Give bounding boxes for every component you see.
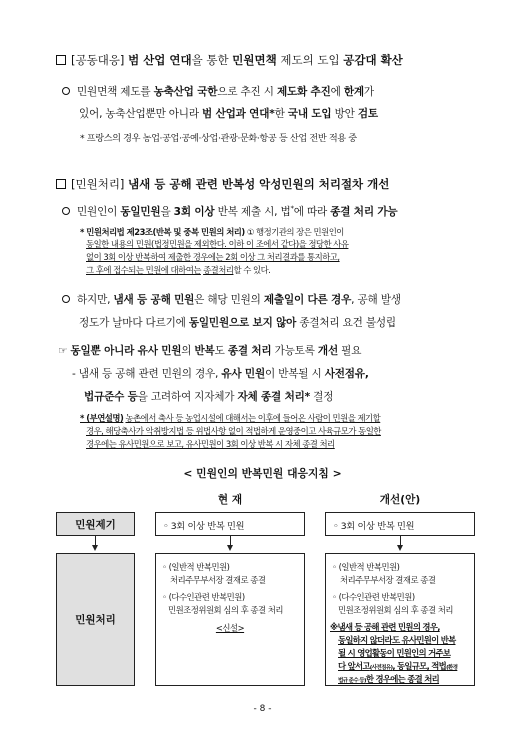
current-step1-box: ◦ 3회 이상 반복 민원 <box>155 512 305 536</box>
row-label-complaint-filed: 민원제기 <box>56 512 135 536</box>
arrow-line <box>400 536 401 545</box>
law-quote-line4: 그 후에 접수되는 민원에 대하여는 종결처리할 수 있다. <box>86 265 271 275</box>
law-quote-line3: 없이 3회 이상 반복하여 제출한 경우에는 2회 이상 그 처리결과를 통지하고, <box>86 252 340 262</box>
row-label-complaint-handling: 민원처리 <box>56 553 135 686</box>
improved-step1-box: ◦ 3회 이상 반복 민원 <box>325 512 475 536</box>
checkbox-square-icon <box>56 179 66 189</box>
arrow-down-icon <box>227 545 233 551</box>
improvement-detail-line2: 법규준수 등을 고려하여 지자체가 자체 종결 처리* 결정 <box>84 391 334 403</box>
checkbox-square-icon <box>56 55 66 65</box>
current-step2-box: ◦ (일반적 반복민원) 처리주무부서장 결재로 종결 ◦ (다수인관련 반복민원) 민원조정위원회 심의 후 종결 처리 <신설> <box>155 553 305 686</box>
section2-heading: [민원처리] 냄새 등 공해 관련 반복성 악성민원의 처리절차 개선 <box>56 176 389 192</box>
table-title: < 민원인의 반복민원 대응지침 > <box>183 467 342 480</box>
improvement-detail-line1: - 냄새 등 공해 관련 민원의 경우, 유사 민원이 반복될 시 사전점유, <box>72 368 369 380</box>
arrow-down-icon <box>92 545 98 551</box>
section2-para2-line2: 정도가 날마다 다르기에 동일민원으로 보지 않아 종결처리 요건 불성립 <box>79 317 396 329</box>
bullet-circle-icon <box>62 87 70 95</box>
law-quote-line1: * 민원처리법 제23조(반복 및 중복 민원의 처리) ① 행정기관의 장은 민원인이 <box>80 227 344 237</box>
explanation-line3: 경우에는 유사민원으로 보고, 유사민원이 3회 이상 반복 시 자체 종결 처리 <box>86 439 335 449</box>
section1-heading: [공동대응] 범 산업 연대을 통한 민원면책 제도의 도입 공감대 확산 <box>56 52 403 68</box>
section2-para2-line1: 하지만, 냄새 등 공해 민원은 해당 민원의 제출일이 다른 경우, 공해 발생 <box>62 292 401 307</box>
explanation-line2: 경우, 해당축사가 악취방지법 등 위법사항 없이 적법하게 운영중이고 사육규모가 동일한 <box>86 426 381 436</box>
section1-para1-line2: 있어, 농축산업뿐만 아니라 범 산업과 연대*한 국내 도입 방안 검토 <box>79 108 378 120</box>
page-number: - 8 - <box>253 704 272 714</box>
improvement-line: ☞ 동일뿐 아니라 유사 민원의 반복도 종결 처리 가능토록 개선 필요 <box>58 345 362 357</box>
arrow-line <box>230 536 231 545</box>
section1-para1-line1: 민원면책 제도를 농축산업 국한으로 추진 시 제도화 추진에 한계가 <box>62 84 374 99</box>
law-quote-line2: 동일한 내용의 민원(법정민원을 제외한다. 이하 이 조에서 같다)을 정당한 사유 <box>86 239 349 249</box>
explanation-line1: * (부연설명) 농촌에서 축사 등 농업시설에 대해서는 이후에 들어온 사람이 민원을 제기할 <box>80 413 381 423</box>
section2-para1: 민원인이 동일민원을 3회 이상 반복 제출 시, 법*에 따라 종결 처리 가능 <box>62 204 397 219</box>
bullet-circle-icon <box>62 295 70 303</box>
section1-footnote: * 프랑스의 경우 농업·공업·공예·상업·관광·문화·항공 등 산업 전반 적용 중 <box>80 133 357 144</box>
column-header-improved: 개선(안) <box>379 494 421 506</box>
improved-step2-box: ◦ (일반적 반복민원) 처리주무부서장 결재로 종결 ◦ (다수인관련 반복민원) 민원조정위원회 심의 후 종결 처리 ※냄새 등 공해 관련 민원의 경우, 동일하지 않더라도 유사민원이 반복 될 시 영업활동이 민원인의 거주보 다 앞서고(사전점유), 동일규모, 적법(환경 법규 준수 등)한 경우에는 종결 처리 <box>325 553 475 686</box>
new-provision-tag: <신설> <box>215 623 245 633</box>
bullet-circle-icon <box>62 207 70 215</box>
arrow-line <box>95 536 96 545</box>
arrow-down-icon <box>397 545 403 551</box>
pointing-hand-icon: ☞ <box>58 345 68 357</box>
column-header-current: 현 재 <box>217 494 243 506</box>
